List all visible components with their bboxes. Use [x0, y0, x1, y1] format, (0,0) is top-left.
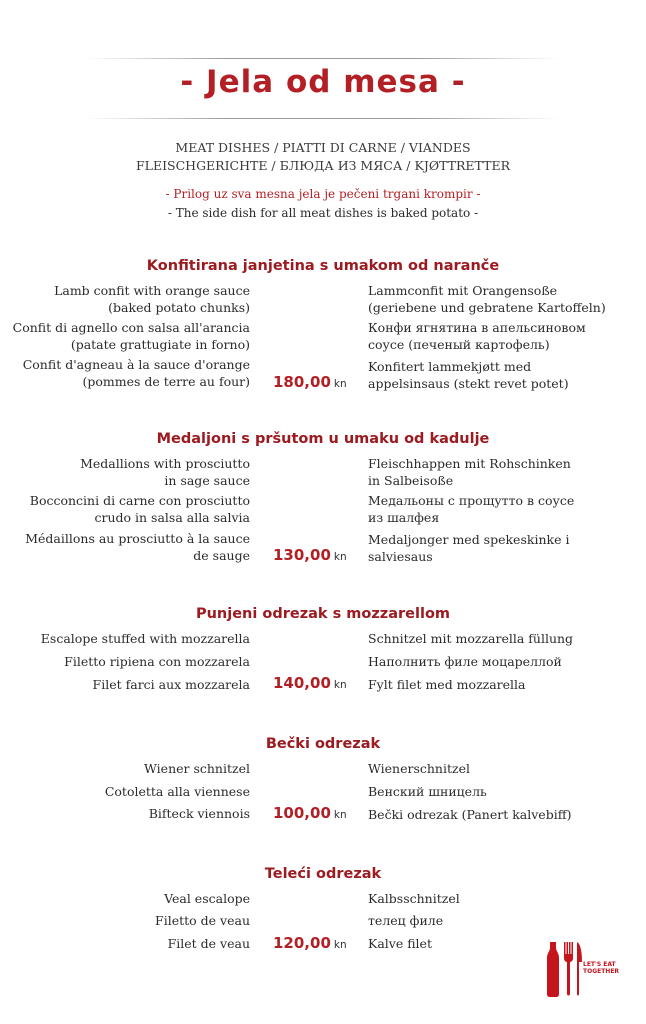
- price-currency: kn: [333, 809, 347, 821]
- price-currency: kn: [333, 378, 347, 390]
- dish-name-right: телец филе: [368, 913, 444, 928]
- section-title: Punjeni odrezak s mozzarellom: [195, 606, 451, 622]
- dish-name-left: Bifteck viennois: [148, 806, 250, 821]
- dish-name-left: Cotoletta alla viennese: [104, 784, 250, 799]
- dish-name-right: Fleischhappen mit Rohschinken in Salbeisoße: [368, 456, 571, 488]
- dish-name-right: Lammconfit mit Orangensoße (geriebene und gebratene Kartoffeln): [368, 283, 606, 315]
- side-dish-note-en: - The side dish for all meat dishes is baked potato -: [167, 206, 479, 220]
- dish-price: [273, 803, 347, 822]
- dish-name-right: Kalve filet: [368, 936, 432, 951]
- top-divider: [86, 58, 560, 59]
- dish-name-right: Medaljonger med spekeskinke i salviesaus: [368, 532, 570, 564]
- price-amount: 120,00: [273, 934, 331, 952]
- dish-name-left: Confit d'agneau à la sauce d'orange (pommes de terre au four): [22, 357, 250, 389]
- dish-name-left: Escalope stuffed with mozzarella: [40, 631, 250, 646]
- price-currency: kn: [333, 939, 347, 951]
- dish-name-left: Filet de veau: [167, 936, 250, 951]
- bottle-fork-knife-icon: [544, 940, 584, 998]
- dish-price: [273, 673, 347, 692]
- dish-name-left: Veal escalope: [164, 891, 250, 906]
- dish-name-left: Filetto de veau: [155, 913, 250, 928]
- dish-name-left: Confit di agnello con salsa all'arancia (patate grattugiate in forno): [12, 320, 250, 352]
- subtitle-line-2: FLEISCHGERICHTE / БЛЮДА ИЗ МЯСА / KJØTTRETTER: [136, 158, 510, 173]
- section-title: Medaljoni s pršutom u umaku od kadulje: [156, 431, 490, 447]
- dish-name-right: Schnitzel mit mozzarella füllung: [368, 631, 574, 646]
- dish-name-right: Wienerschnitzel: [368, 761, 470, 776]
- dish-price: [273, 933, 347, 952]
- dish-name-left: Filet farci aux mozzarela: [92, 677, 250, 692]
- dish-name-left: Medallions with prosciutto in sage sauce: [80, 456, 250, 488]
- logo-text: LET'S EAT TOGETHER: [583, 961, 620, 975]
- title-divider: [86, 118, 560, 119]
- dish-price: [273, 545, 347, 564]
- section-title: Teleći odrezak: [264, 866, 382, 882]
- dish-name-right: Конфи ягнятина в апельсиновом соусе (печеный картофель): [368, 320, 586, 352]
- price-amount: 130,00: [273, 546, 331, 564]
- dish-name-right: Медальоны с прощутто в соусе из шалфея: [368, 493, 575, 525]
- dish-price: [273, 372, 347, 391]
- dish-name-right: Konfitert lammekjøtt med appelsinsaus (stekt revet potet): [368, 359, 569, 391]
- dish-name-left: Lamb confit with orange sauce (baked potato chunks): [54, 283, 250, 315]
- side-dish-note-hr: - Prilog uz sva mesna jela je pečeni trgani krompir -: [165, 187, 481, 201]
- section-title: Konfitirana janjetina s umakom od naranče: [146, 258, 500, 274]
- price-currency: kn: [333, 679, 347, 691]
- dish-name-right: Fylt filet med mozzarella: [368, 677, 526, 692]
- price-amount: 180,00: [273, 373, 331, 391]
- dish-name-left: Médaillons au prosciutto à la sauce de sauge: [25, 531, 250, 563]
- price-amount: 100,00: [273, 804, 331, 822]
- page-title: - Jela od mesa -: [180, 64, 466, 100]
- dish-name-left: Wiener schnitzel: [144, 761, 250, 776]
- dish-name-right: Bečki odrezak (Panert kalvebiff): [368, 807, 572, 822]
- dish-name-left: Filetto ripiena con mozzarela: [64, 654, 250, 669]
- price-amount: 140,00: [273, 674, 331, 692]
- subtitle-line-1: MEAT DISHES / PIATTI DI CARNE / VIANDES: [175, 140, 471, 155]
- dish-name-right: Kalbsschnitzel: [368, 891, 460, 906]
- price-currency: kn: [333, 551, 347, 563]
- dish-name-left: Bocconcini di carne con prosciutto crudo in salsa alla salvia: [29, 493, 250, 525]
- dish-name-right: Венский шницель: [368, 784, 487, 799]
- section-title: Bečki odrezak: [265, 736, 381, 752]
- dish-name-right: Наполнить филе моцареллой: [368, 654, 562, 669]
